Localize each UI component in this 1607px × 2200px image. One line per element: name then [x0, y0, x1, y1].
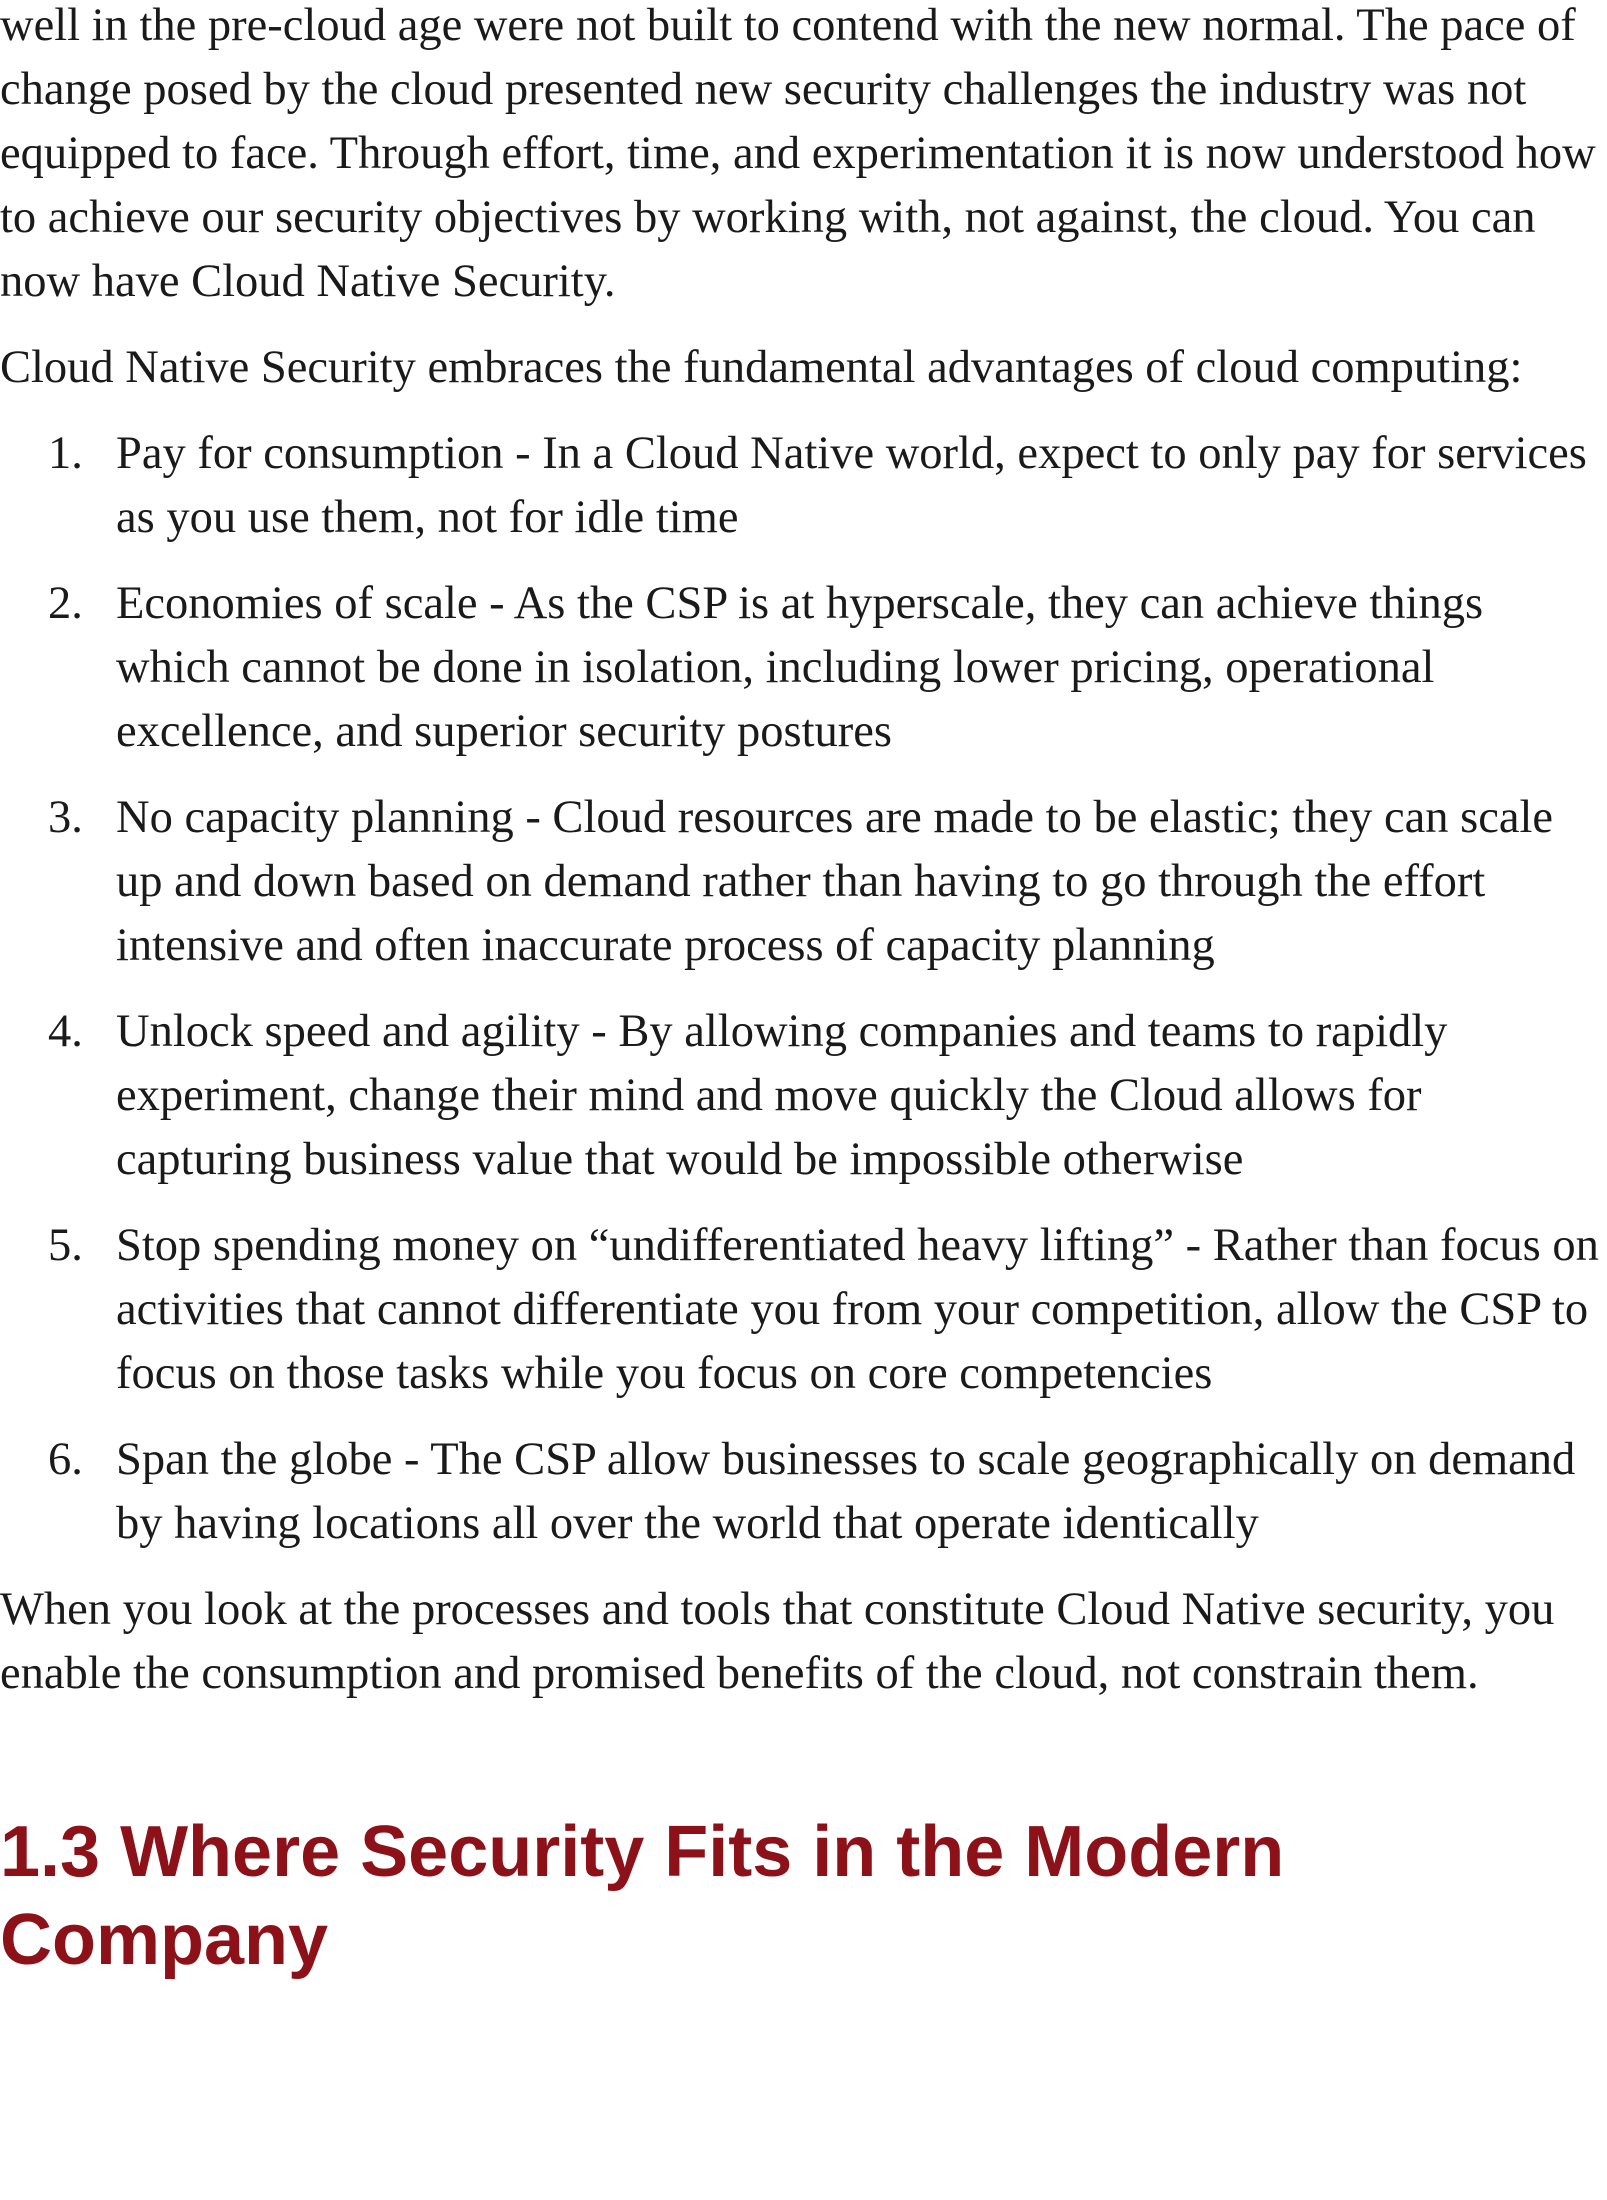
section-heading: 1.3 Where Security Fits in the Modern Company: [0, 1812, 1285, 1980]
list-item-number: 6.: [48, 1434, 83, 1485]
list-item: [0, 786, 1606, 978]
list-item: [0, 1214, 1606, 1406]
list-item-number: 3.: [48, 792, 83, 843]
benefits-list: [0, 422, 1607, 1556]
list-item: [0, 1428, 1606, 1556]
list-item-number: 1.: [48, 428, 83, 479]
list-item-text: Unlock speed and agility - By allowing companies and teams to rapidly experiment, change their mind and move quickly the Cloud allows for capturing business value that would be impossible otherwise: [116, 1006, 1448, 1185]
list-item-number: 5.: [48, 1220, 83, 1271]
list-item: [0, 422, 1606, 550]
list-item-text: No capacity planning - Cloud resources are made to be elastic; they can scale up and down based on demand rather than having to go through the effort intensive and often inaccurate process of capacity planning: [116, 792, 1554, 971]
list-item-text: Pay for consumption - In a Cloud Native world, expect to only pay for services as you use them, not for idle time: [116, 428, 1587, 543]
list-item-text: Span the globe - The CSP allow businesses to scale geographically on demand by having locations all over the world that operate identically: [116, 1434, 1576, 1549]
list-item: [0, 1000, 1606, 1192]
list-item-number: 2.: [48, 578, 83, 629]
list-item-text: Stop spending money on “undifferentiated heavy lifting” - Rather than focus on activities that cannot differentiate you from your competition, allow the CSP to focus on those tasks while you focus on core competencies: [116, 1220, 1599, 1399]
closing-paragraph: When you look at the processes and tools that constitute Cloud Native security, you enable the consumption and promised benefits of the cloud, not constrain them.: [0, 1584, 1555, 1699]
lead-in-paragraph: Cloud Native Security embraces the fundamental advantages of cloud computing:: [0, 342, 1523, 393]
list-item-text: Economies of scale - As the CSP is at hyperscale, they can achieve things which cannot be done in isolation, including lower pricing, operational excellence, and superior security postures: [116, 578, 1484, 757]
intro-paragraph: well in the pre-cloud age were not built to contend with the new normal. The pace of change posed by the cloud presented new security challenges the industry was not equipped to face. Through effort, time, and experimentation it is now understood how to achieve our security objectives by working with, not against, the cloud. You can now have Cloud Native Security.: [0, 0, 1596, 307]
list-item-number: 4.: [48, 1006, 83, 1057]
list-item: [0, 572, 1606, 764]
